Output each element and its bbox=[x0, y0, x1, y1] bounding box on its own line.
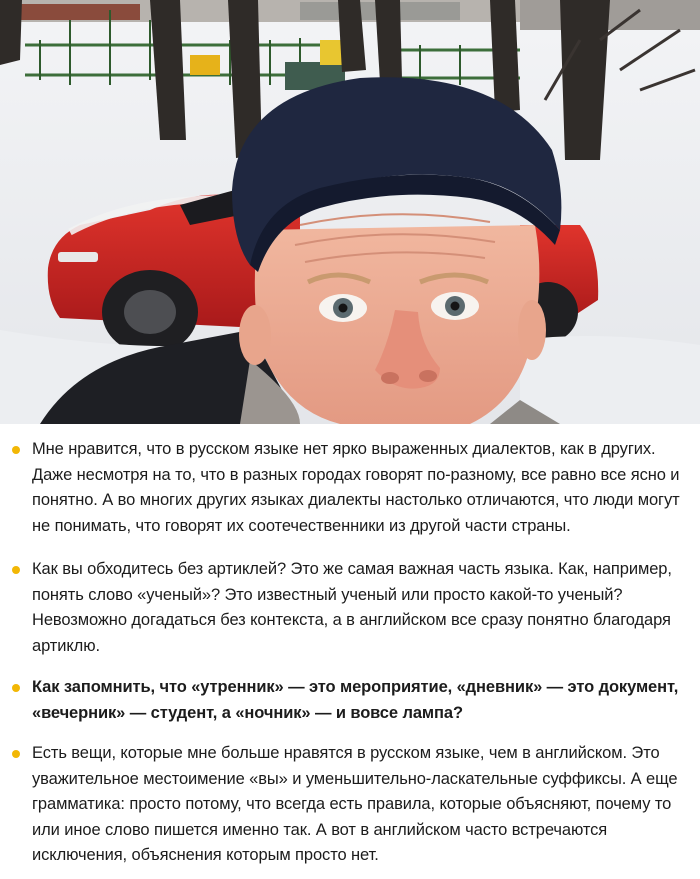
bullet-dot-icon bbox=[12, 566, 20, 574]
bullet-dot-icon bbox=[12, 750, 20, 758]
bullet-text-bold: Как запомнить, что «утренник» — это мероприятие, «дневник» — это документ, «вечерник» — студент, а «ночник» — и вовсе лампа? bbox=[32, 678, 679, 722]
bullet-text: Как вы обходитесь без артиклей? Это же самая важная часть языка. Как, например, понять слово «ученый»? Это известный ученый или просто какой-то ученый? Невозможно догадаться без контекста, а в английском все сразу понятно благодаря артиклю. bbox=[32, 560, 672, 655]
hero-photo bbox=[0, 0, 700, 424]
selfie-photo-illustration bbox=[0, 0, 700, 424]
bullet-text: Мне нравится, что в русском языке нет ярко выраженных диалектов, как в других. Даже несмотря на то, что в разных городах говорят по-разному, все равно все ясно и понятно. А во многих других языках диалекты настолько отличаются, что люди могут не понимать, что говорят их соотечественники из другой части страны. bbox=[32, 440, 680, 535]
bullet-dot-icon bbox=[12, 684, 20, 692]
bullet-dot-icon bbox=[12, 446, 20, 454]
bullet-text: Есть вещи, которые мне больше нравятся в русском языке, чем в английском. Это уважительное местоимение «вы» и уменьшительно-ласкательные суффиксы. А еще грамматика: просто потому, что всегда есть правила, которые объясняют, почему то или иное слово пишется именно так. А вот в английском часто встречаются исключения, объяснения которым просто нет. bbox=[32, 744, 678, 864]
